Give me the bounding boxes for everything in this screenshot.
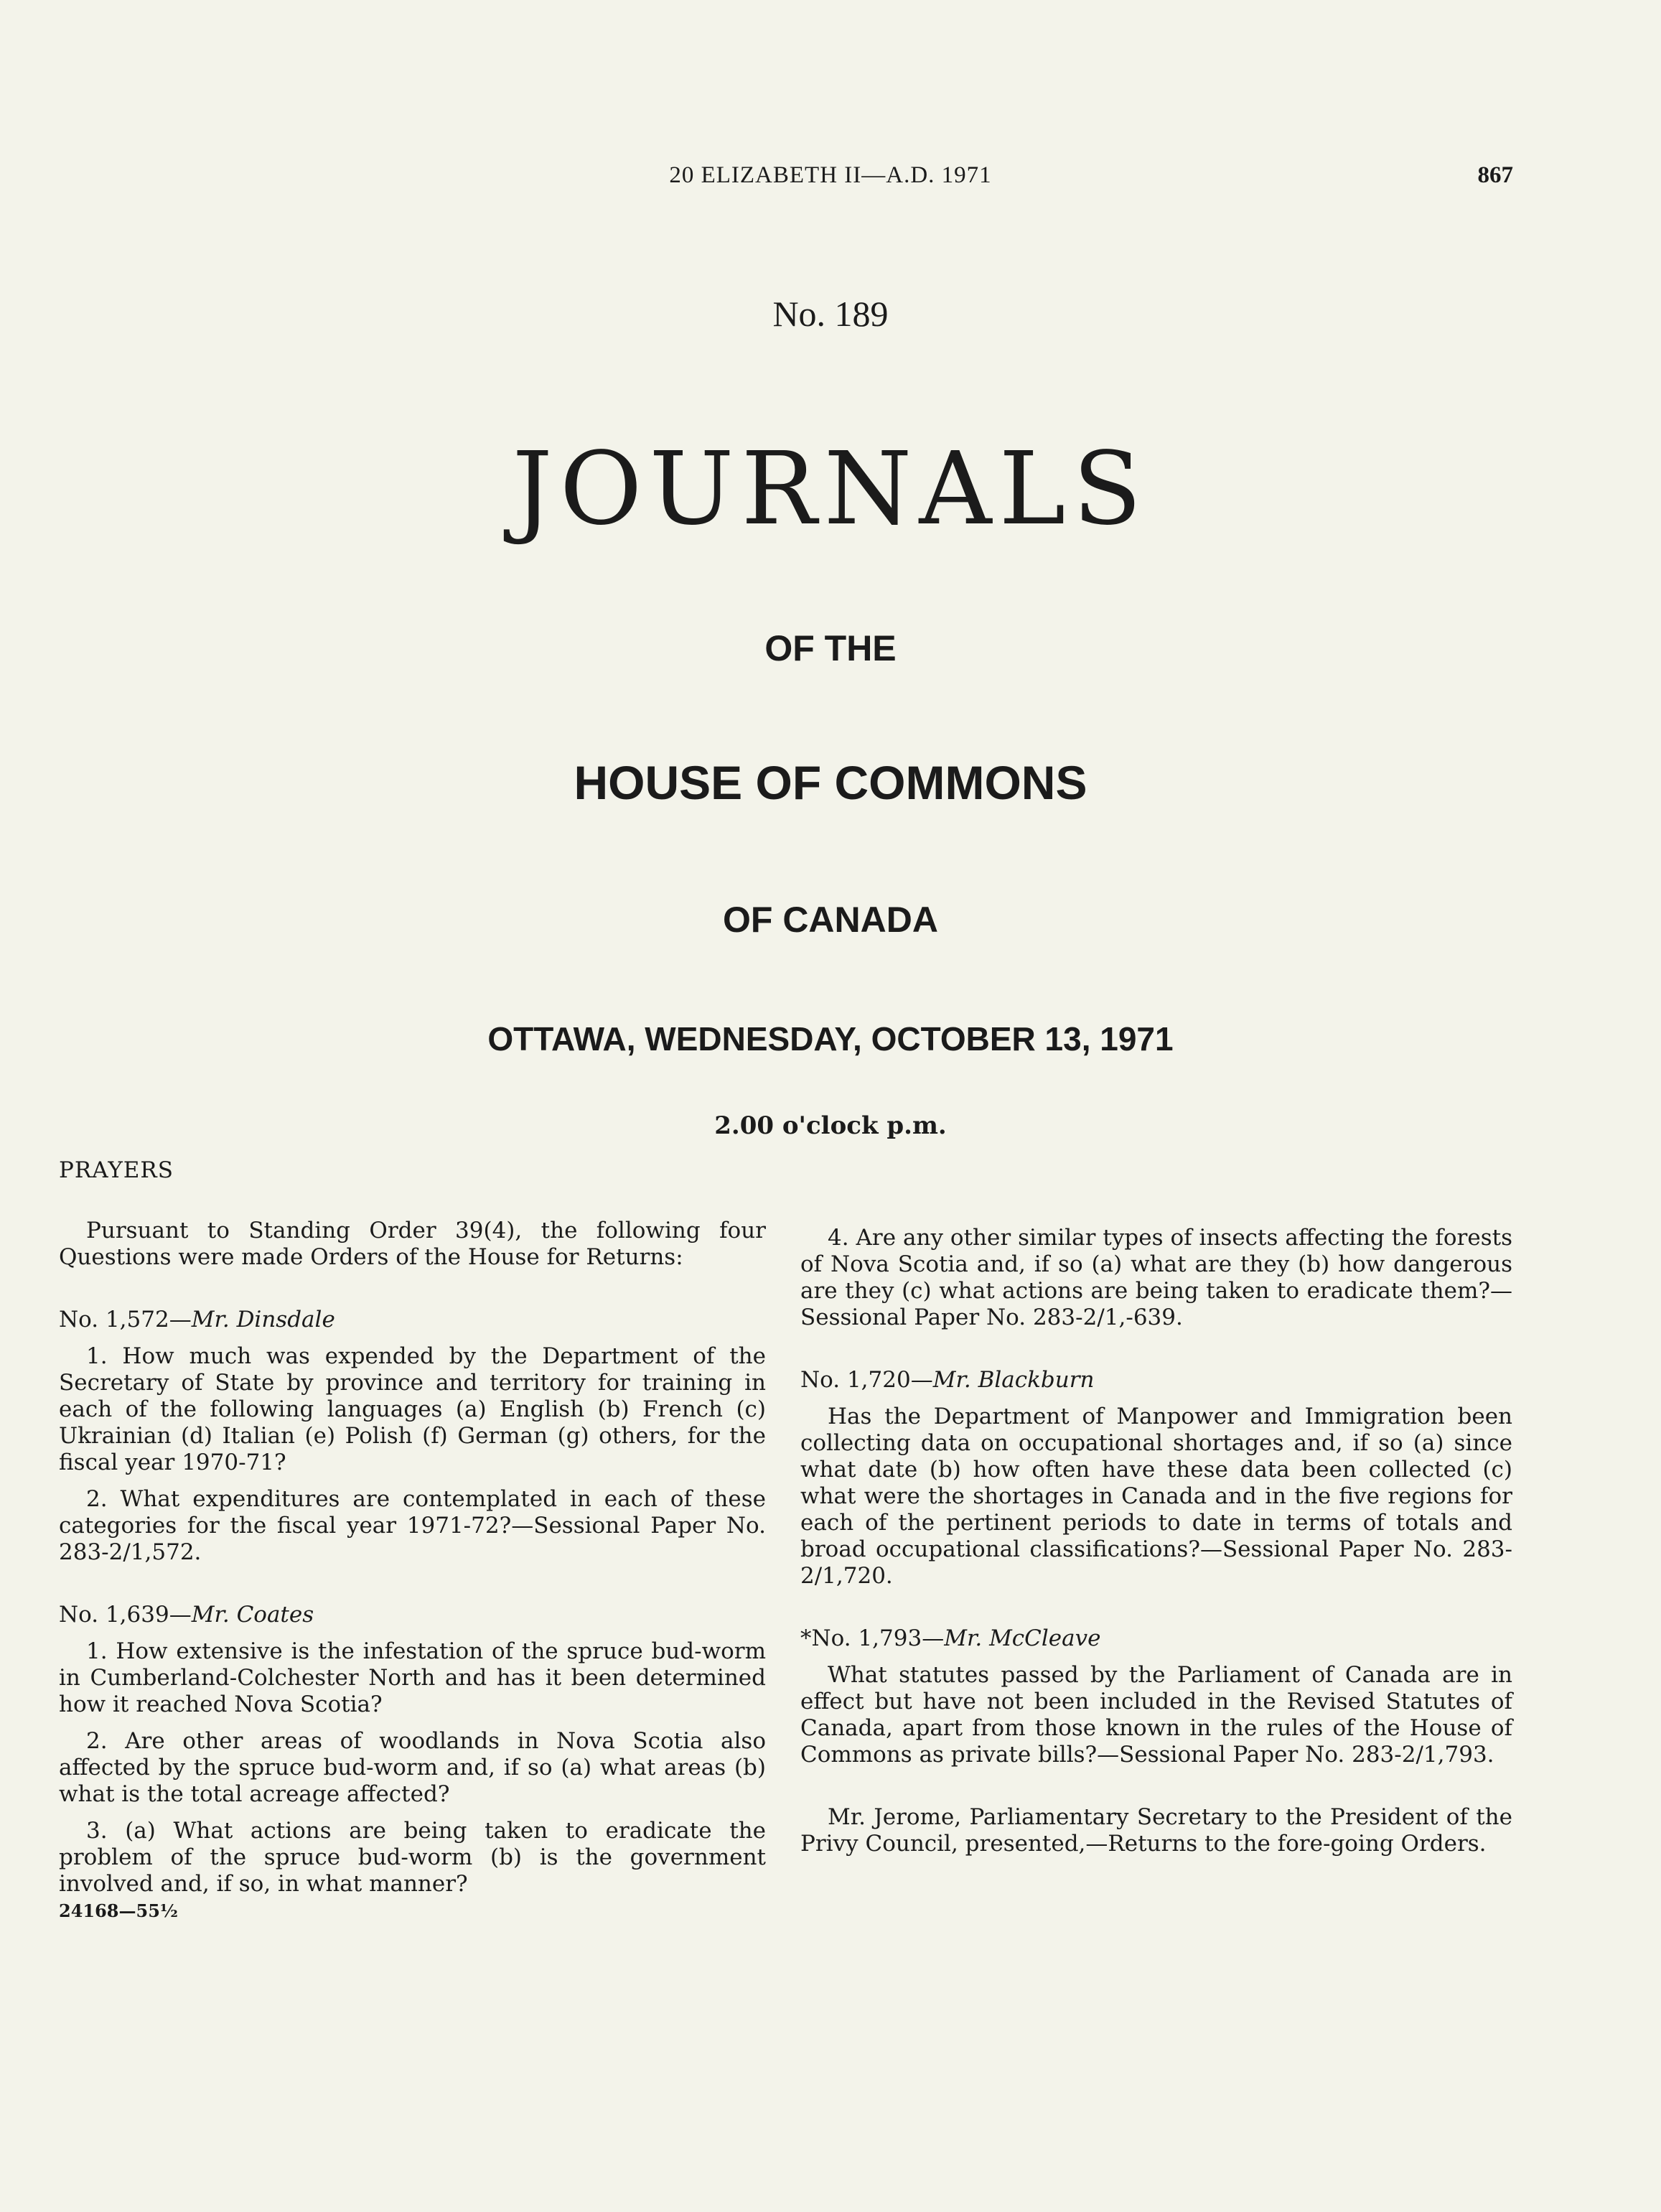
member-name: Mr. Coates xyxy=(191,1602,314,1628)
subtitle-of-canada: OF CANADA xyxy=(723,900,938,940)
question-heading xyxy=(800,1625,1512,1652)
question-paragraph: 2. Are other areas of woodlands in Nova Scotia also affected by the spruce bud-worm and, if so (a) what areas (b) what is the total acreage affected? xyxy=(59,1728,766,1807)
question-paragraph: 4. Are any other similar types of insects affecting the forests of Nova Scotia and, if so (a) what are they (b) how dangerous are they (c) what actions are being taken to eradicate them?—Sessional Paper No. 283-2/1,-639. xyxy=(800,1225,1512,1330)
question-paragraph: What statutes passed by the Parliament of Canada are in effect but have not been included in the Revised Statutes of Canada, apart from those known in the rules of the House of Commons as private bills?—Sessional Paper No. 283-2/1,793. xyxy=(800,1662,1512,1768)
member-name: Mr. Dinsdale xyxy=(191,1307,335,1333)
dateline: OTTAWA, WEDNESDAY, OCTOBER 13, 1971 xyxy=(487,1020,1174,1058)
subtitle-of-the: OF THE xyxy=(764,628,897,668)
right-column xyxy=(800,1225,1512,1857)
issue-number: No. 189 xyxy=(772,294,889,334)
question-number: *No. 1,793— xyxy=(800,1625,945,1651)
returns-paragraph: Mr. Jerome, Parliamentary Secretary to the President of the Privy Council, presented,—Returns to the fore-going Orders. xyxy=(800,1804,1512,1857)
intro-paragraph: Pursuant to Standing Order 39(4), the following four Questions were made Orders of the House for Returns: xyxy=(59,1218,766,1270)
member-name: Mr. Blackburn xyxy=(932,1367,1095,1393)
question-number: No. 1,720— xyxy=(800,1367,933,1393)
question-paragraph: 1. How extensive is the infestation of the spruce bud-worm in Cumberland-Colchester North and has it been determined how it reached Nova Scotia? xyxy=(59,1638,766,1717)
question-paragraph: 2. What expenditures are contemplated in each of these categories for the fiscal year 1971-72?—Sessional Paper No. 283-2/1,572. xyxy=(59,1486,766,1565)
question-paragraph: Has the Department of Manpower and Immigration been collecting data on occupational shortages and, if so (a) since what date (b) how often have these data been collected (c) what were the shortages in Canada and in the five regions for each of the pertinent periods to date in terms of totals and broad occupational classifications?—Sessional Paper No. 283-2/1,720. xyxy=(800,1404,1512,1589)
question-heading xyxy=(800,1367,1512,1394)
subtitle-house: HOUSE OF COMMONS xyxy=(574,756,1087,809)
journal-title: JOURNALS xyxy=(512,431,1149,548)
question-number: No. 1,639— xyxy=(59,1602,192,1628)
running-head: 20 ELIZABETH II—A.D. 1971 xyxy=(669,162,992,188)
question-paragraph: 3. (a) What actions are being taken to eradicate the problem of the spruce bud-worm (b) is the government involved and, if so, in what manner? xyxy=(59,1818,766,1897)
page-number: 867 xyxy=(1477,162,1513,188)
question-heading xyxy=(59,1307,766,1333)
question-paragraph: 1. How much was expended by the Department of the Secretary of State by province and territory for training in each of the following languages (a) English (b) French (c) Ukrainian (d) Italian (e) Polish (f) German (g) others, for the fiscal year 1970-71? xyxy=(59,1343,766,1475)
prayers-heading: PRAYERS xyxy=(59,1157,174,1183)
member-name: Mr. McCleave xyxy=(944,1625,1101,1651)
sitting-time: 2.00 o'clock p.m. xyxy=(714,1111,947,1140)
left-column xyxy=(59,1218,766,1924)
footer-code: 24168—55½ xyxy=(59,1900,178,1921)
question-heading xyxy=(59,1602,766,1628)
question-number: No. 1,572— xyxy=(59,1307,192,1333)
